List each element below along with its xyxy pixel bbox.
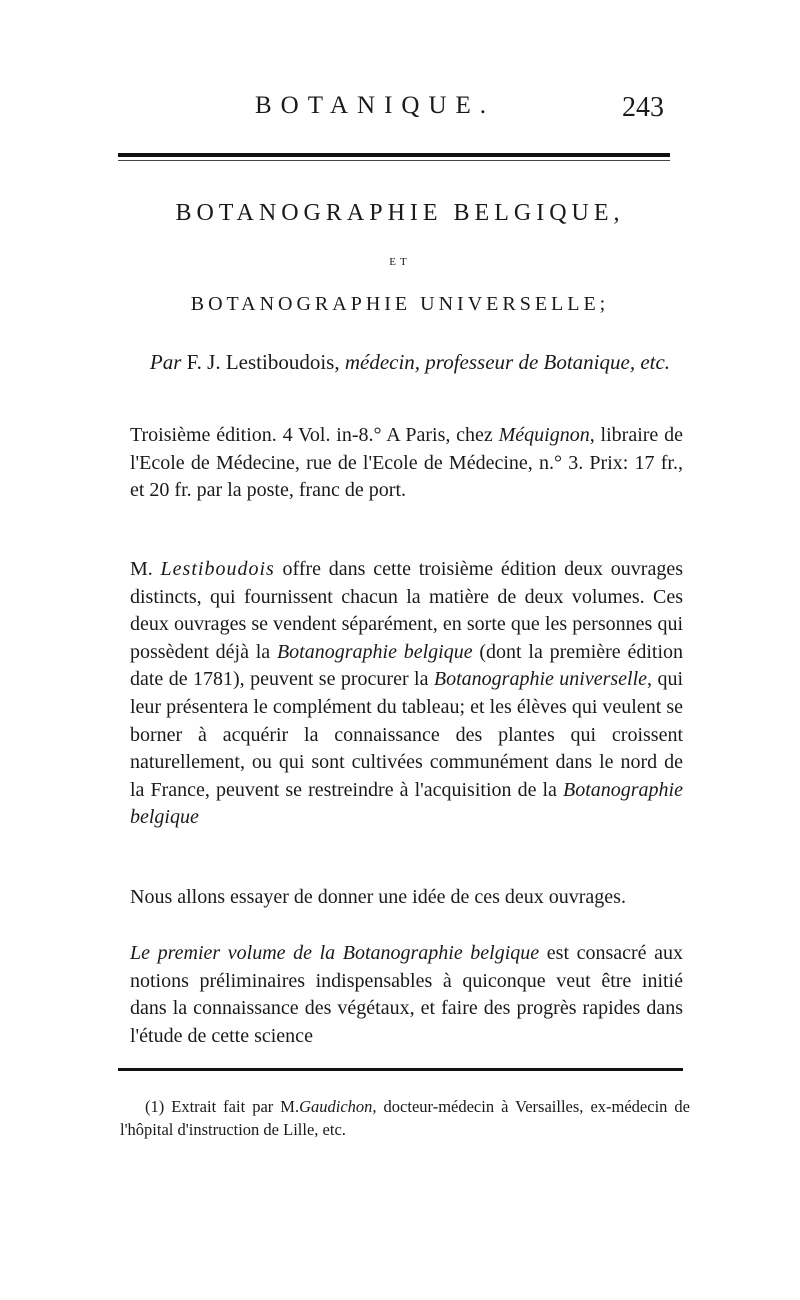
publisher-name: Méquignon: [498, 424, 590, 446]
footnote: [120, 1095, 690, 1141]
edition-text-1: Troisième édition. 4 Vol. in-8.° A Paris, chez: [130, 424, 493, 446]
article-subtitle: BOTANOGRAPHIE UNIVERSELLE;: [190, 293, 610, 315]
paragraph-2: [130, 884, 683, 912]
para1-text-3: , qui leur présentera le complément du tableau; et les élèves qui veulent se borner à acquérir la connaissance des plantes qui croissent naturellement, ou qui sont cultivées communément dans le nord de la France, peuvent se restreindre à l'acquisition de la: [130, 668, 684, 801]
author-name: F. J. Lestiboudois,: [186, 350, 340, 374]
para1-italic-3: Botanographie belgique: [130, 778, 683, 829]
para1-text-1: offre dans cette troisième édition deux ouvrages distincts, qui fournissent chacun la matière de deux volumes. Ces deux ouvrages se vendent séparément, en sorte que les personnes qui possèdent déjà la: [130, 558, 683, 663]
paragraph-3: [130, 940, 683, 1050]
para3-italic-1: Le premier volume de la Botanographie belgique: [130, 942, 540, 964]
para1-text-2: (dont la première édition date de 1781), peuvent se procurer la: [130, 640, 683, 691]
para1-italic-1: Botanographie belgique: [276, 640, 473, 663]
footnote-text-2: , docteur-médecin à Versailles, ex-médecin de l'hôpital d'instruction de Lille, etc.: [120, 1097, 690, 1139]
footnote-name: Gaudichon: [299, 1097, 373, 1116]
author-par: Par: [149, 350, 182, 374]
para1-m: M.: [130, 558, 153, 580]
edition-text-2: , libraire de l'Ecole de Médecine, rue de l'Ecole de Médecine, n.° 3. Prix: 17 fr., et 20 fr. par la poste, franc de port.: [130, 424, 683, 502]
para1-italic-2: Botanographie universelle: [433, 668, 648, 691]
author-line: [130, 348, 690, 376]
footnote-rule: [118, 1068, 683, 1071]
para1-author: Lestiboudois: [160, 558, 275, 580]
header-rule-thin: [118, 160, 670, 161]
running-head: [0, 92, 800, 132]
para3-text-1: est consacré aux notions préliminaires indispensables à quiconque veut être initié dans la connaissance des végétaux, et faire des progrès rapides dans l'étude de cette science: [130, 942, 684, 1047]
para2-text: Nous allons essayer de donner une idée de ces deux ouvrages.: [130, 886, 626, 908]
author-role: médecin, professeur de Botanique, etc.: [344, 350, 671, 374]
running-title: BOTANIQUE.: [255, 92, 496, 119]
paragraph-1: [130, 556, 683, 832]
header-rule-thick: [118, 153, 670, 157]
article-title: BOTANOGRAPHIE BELGIQUE,: [175, 200, 625, 226]
footnote-text-1: (1) Extrait fait par M.: [145, 1097, 300, 1116]
edition-info: [130, 422, 683, 505]
title-conjunction: ET: [389, 256, 411, 268]
page-number: 243: [622, 92, 664, 123]
